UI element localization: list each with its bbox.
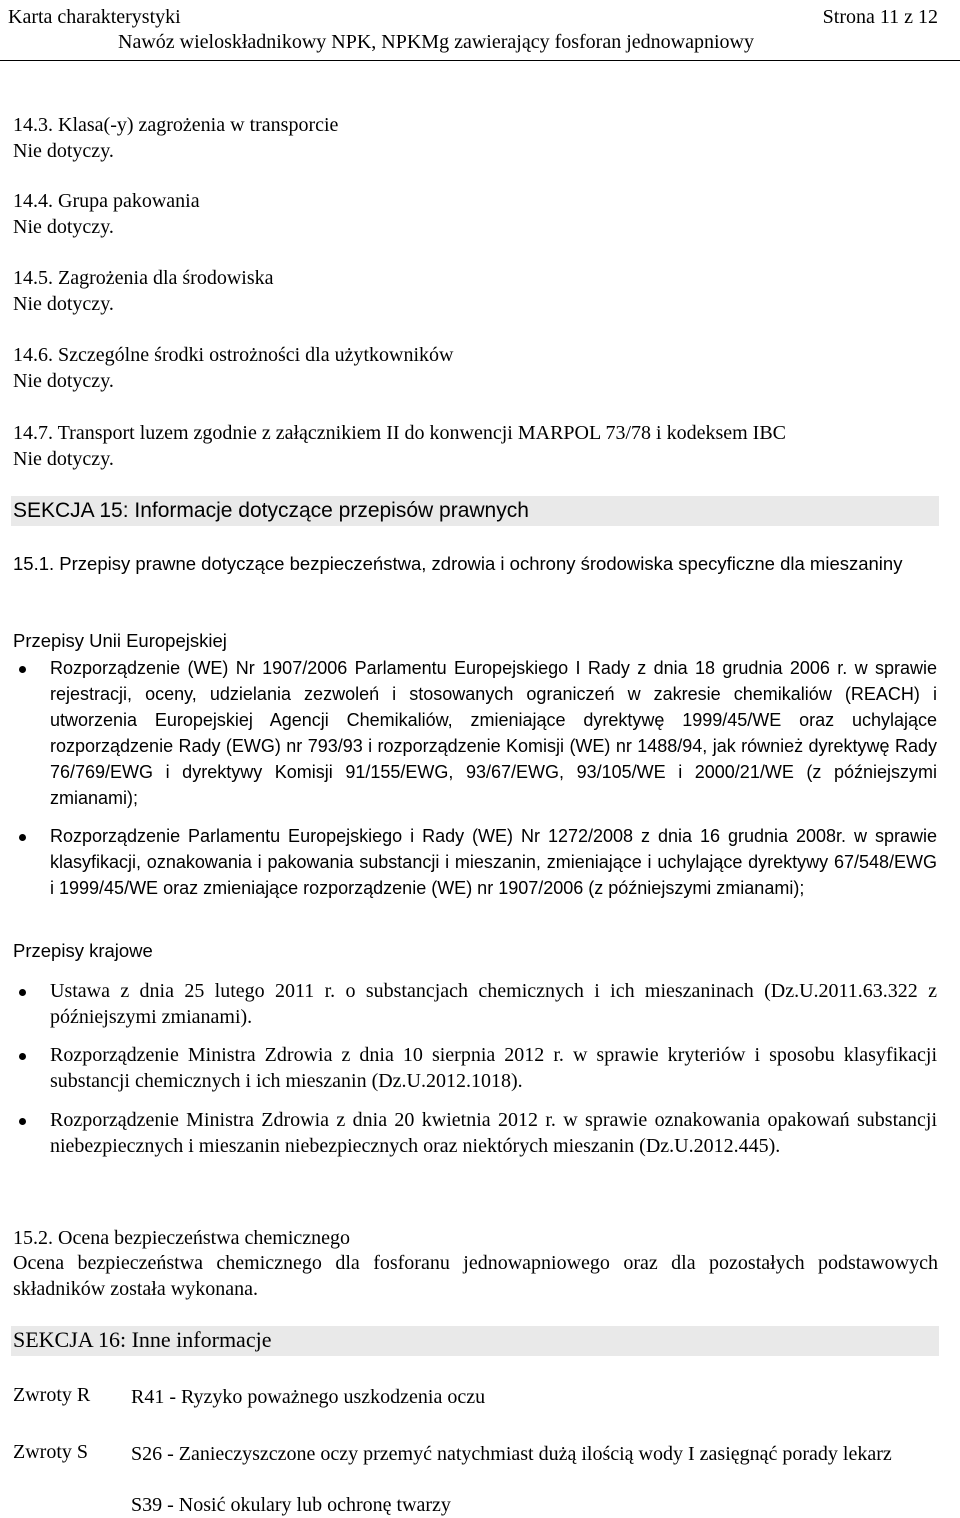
- document-title: Karta charakterystyki: [8, 6, 181, 28]
- national-regulation-item: Rozporządzenie Ministra Zdrowia z dnia 20 kwietnia 2012 r. w sprawie oznakowania opakowań substancji niebezpiecznych i mieszanin niebezpiecznych oraz niektórych mieszanin (Dz.U.2012.445).: [50, 1109, 937, 1157]
- product-name: Nawóz wieloskładnikowy NPK, NPKMg zawierający fosforan jednowapniowy: [118, 31, 754, 53]
- bullet-icon: [19, 1118, 26, 1125]
- section-heading: 14.3. Klasa(-y) zagrożenia w transporcie: [13, 114, 339, 136]
- section-heading: 14.7. Transport luzem zgodnie z załącznikiem II do konwencji MARPOL 73/78 i kodeksem IBC: [13, 422, 787, 444]
- bullet-icon: [19, 834, 26, 841]
- bullet-icon: [19, 1053, 26, 1060]
- header-divider: [0, 60, 960, 61]
- section-15-2-text: Ocena bezpieczeństwa chemicznego dla fosforanu jednowapniowego oraz dla pozostałych podstawowych składników została wykonana.: [13, 1252, 938, 1300]
- section-heading: 14.5. Zagrożenia dla środowiska: [13, 267, 274, 289]
- section-text: Nie dotyczy.: [13, 448, 114, 470]
- section-text: Nie dotyczy.: [13, 140, 114, 162]
- section-15-title: SEKCJA 15: Informacje dotyczące przepisów prawnych: [13, 499, 529, 522]
- section-15-bar: [11, 496, 939, 526]
- national-regulation-item: Ustawa z dnia 25 lutego 2011 r. o substancjach chemicznych i ich mieszaninach (Dz.U.2011.63.322 z późniejszymi zmianami).: [50, 980, 937, 1028]
- s-phrases-label: Zwroty S: [13, 1441, 88, 1463]
- section-text: Nie dotyczy.: [13, 216, 114, 238]
- eu-regulation-item: Rozporządzenie Parlamentu Europejskiego i Rady (WE) Nr 1272/2008 z dnia 16 grudnia 2008r. w sprawie klasyfikacji, oznakowania i pakowania substancji i mieszanin, zmieniające i uchylające dyrektywy 67/548/EWG i 1999/45/WE oraz zmieniające rozporządzenie (WE) nr 1907/2006 (z późniejszymi zmianami);: [50, 826, 937, 898]
- section-16-title: SEKCJA 16: Inne informacje: [13, 1327, 272, 1352]
- section-text: Nie dotyczy.: [13, 370, 114, 392]
- page-number: Strona 11 z 12: [822, 6, 938, 28]
- section-heading: 14.6. Szczególne środki ostrożności dla użytkowników: [13, 344, 454, 366]
- eu-regulations-heading: Przepisy Unii Europejskiej: [13, 630, 227, 651]
- r-phrases-text: R41 - Ryzyko poważnego uszkodzenia oczu: [131, 1386, 486, 1408]
- s-phrase-s26: S26 - Zanieczyszczone oczy przemyć natychmiast dużą ilością wody I zasięgnąć porady lekarz: [131, 1443, 892, 1465]
- s-phrase-s39: S39 - Nosić okulary lub ochronę twarzy: [131, 1494, 451, 1516]
- section-14-5: [13, 265, 943, 317]
- section-heading: 14.4. Grupa pakowania: [13, 190, 200, 212]
- eu-regulation-item: Rozporządzenie (WE) Nr 1907/2006 Parlamentu Europejskiego I Rady z dnia 18 grudnia 2006 r. w sprawie rejestracji, oceny, udzielania zezwoleń i stosowanych ograniczeń w zakresie chemikaliów (REACH) i utworzenia Europejskiej Agencji Chemikaliów, zmieniające dyrektywę 1999/45/WE oraz uchylające rozporządzenie Rady (EWG) nr 793/93 i rozporządzenie Komisji (WE) nr 1488/94, jak również dyrektywę Rady 76/769/EWG i dyrektywy Komisji 91/155/EWG, 93/67/EWG, 93/105/WE i 2000/21/WE (z późniejszymi zmianami);: [50, 658, 937, 808]
- section-14-4: [13, 188, 943, 240]
- section-15-2-heading: 15.2. Ocena bezpieczeństwa chemicznego: [13, 1227, 351, 1249]
- national-regulation-item: Rozporządzenie Ministra Zdrowia z dnia 10 sierpnia 2012 r. w sprawie kryteriów i sposobu klasyfikacji substancji chemicznych i ich mieszanin (Dz.U.2012.1018).: [50, 1044, 937, 1092]
- section-14-6: [13, 342, 943, 394]
- bullet-icon: [19, 989, 26, 996]
- section-15-1-heading: 15.1. Przepisy prawne dotyczące bezpieczeństwa, zdrowia i ochrony środowiska specyficzne dla mieszaniny: [13, 553, 903, 574]
- section-16-bar: [11, 1326, 939, 1356]
- section-14-3: [13, 112, 943, 164]
- bullet-icon: [19, 666, 26, 673]
- section-text: Nie dotyczy.: [13, 293, 114, 315]
- national-regulations-heading: Przepisy krajowe: [13, 940, 153, 961]
- r-phrases-label: Zwroty R: [13, 1384, 91, 1406]
- section-14-7: [13, 420, 943, 472]
